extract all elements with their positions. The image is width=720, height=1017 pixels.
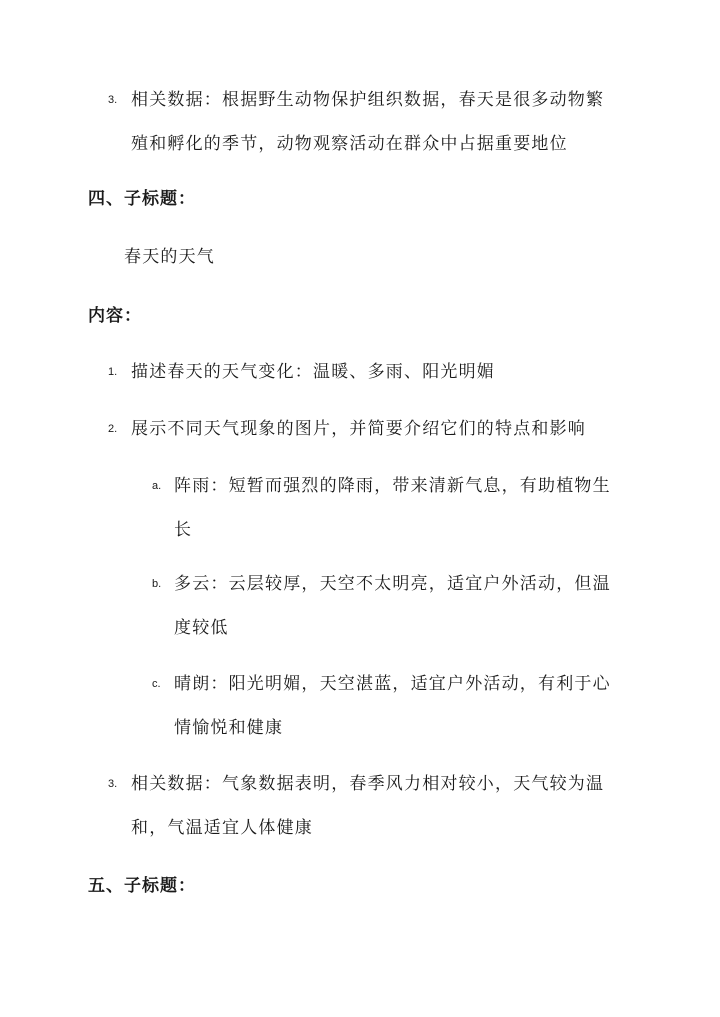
sublist-item-text [174, 476, 611, 540]
sublist-item-line1: 阵雨：短暂而强烈的降雨，带来清新气息，有助植物生 [174, 476, 611, 496]
section-heading: 四、子标题： [88, 189, 196, 209]
sublist-item-line1: 晴朗：阳光明媚，天空湛蓝，适宜户外活动，有利于心 [174, 674, 611, 694]
list-number: 3. [108, 94, 118, 106]
list-item-line2: 殖和孵化的季节，动物观察活动在群众中占据重要地位 [131, 134, 568, 154]
list-number: 1. [108, 366, 118, 378]
list-item-text: 描述春天的天气变化：温暖、多雨、阳光明媚 [131, 362, 495, 382]
sublist-item-line2: 情愉悦和健康 [174, 718, 284, 738]
list-number: 2. [108, 423, 118, 435]
list-item-line2: 和，气温适宜人体健康 [131, 818, 313, 838]
sublist-item-text [174, 674, 611, 738]
content-label: 内容： [88, 306, 142, 326]
sublist-item-text [174, 574, 611, 638]
list-item-text [131, 90, 604, 154]
list-number: 3. [108, 778, 118, 790]
sublist-letter: c. [152, 678, 161, 690]
list-item-text: 展示不同天气现象的图片，并简要介绍它们的特点和影响 [131, 419, 586, 439]
sublist-letter: b. [152, 578, 162, 590]
sublist-letter: a. [152, 480, 162, 492]
list-item-text [131, 774, 604, 838]
sublist-item-line2: 度较低 [174, 618, 229, 638]
section-heading: 五、子标题： [88, 876, 196, 896]
subtitle-text: 春天的天气 [124, 247, 215, 267]
list-item-line1: 相关数据：气象数据表明，春季风力相对较小，天气较为温 [131, 774, 605, 794]
sublist-item-line2: 长 [174, 520, 193, 540]
list-item-line1: 相关数据：根据野生动物保护组织数据，春天是很多动物繁 [131, 90, 605, 110]
sublist-item-line1: 多云：云层较厚，天空不太明亮，适宜户外活动，但温 [174, 574, 611, 594]
